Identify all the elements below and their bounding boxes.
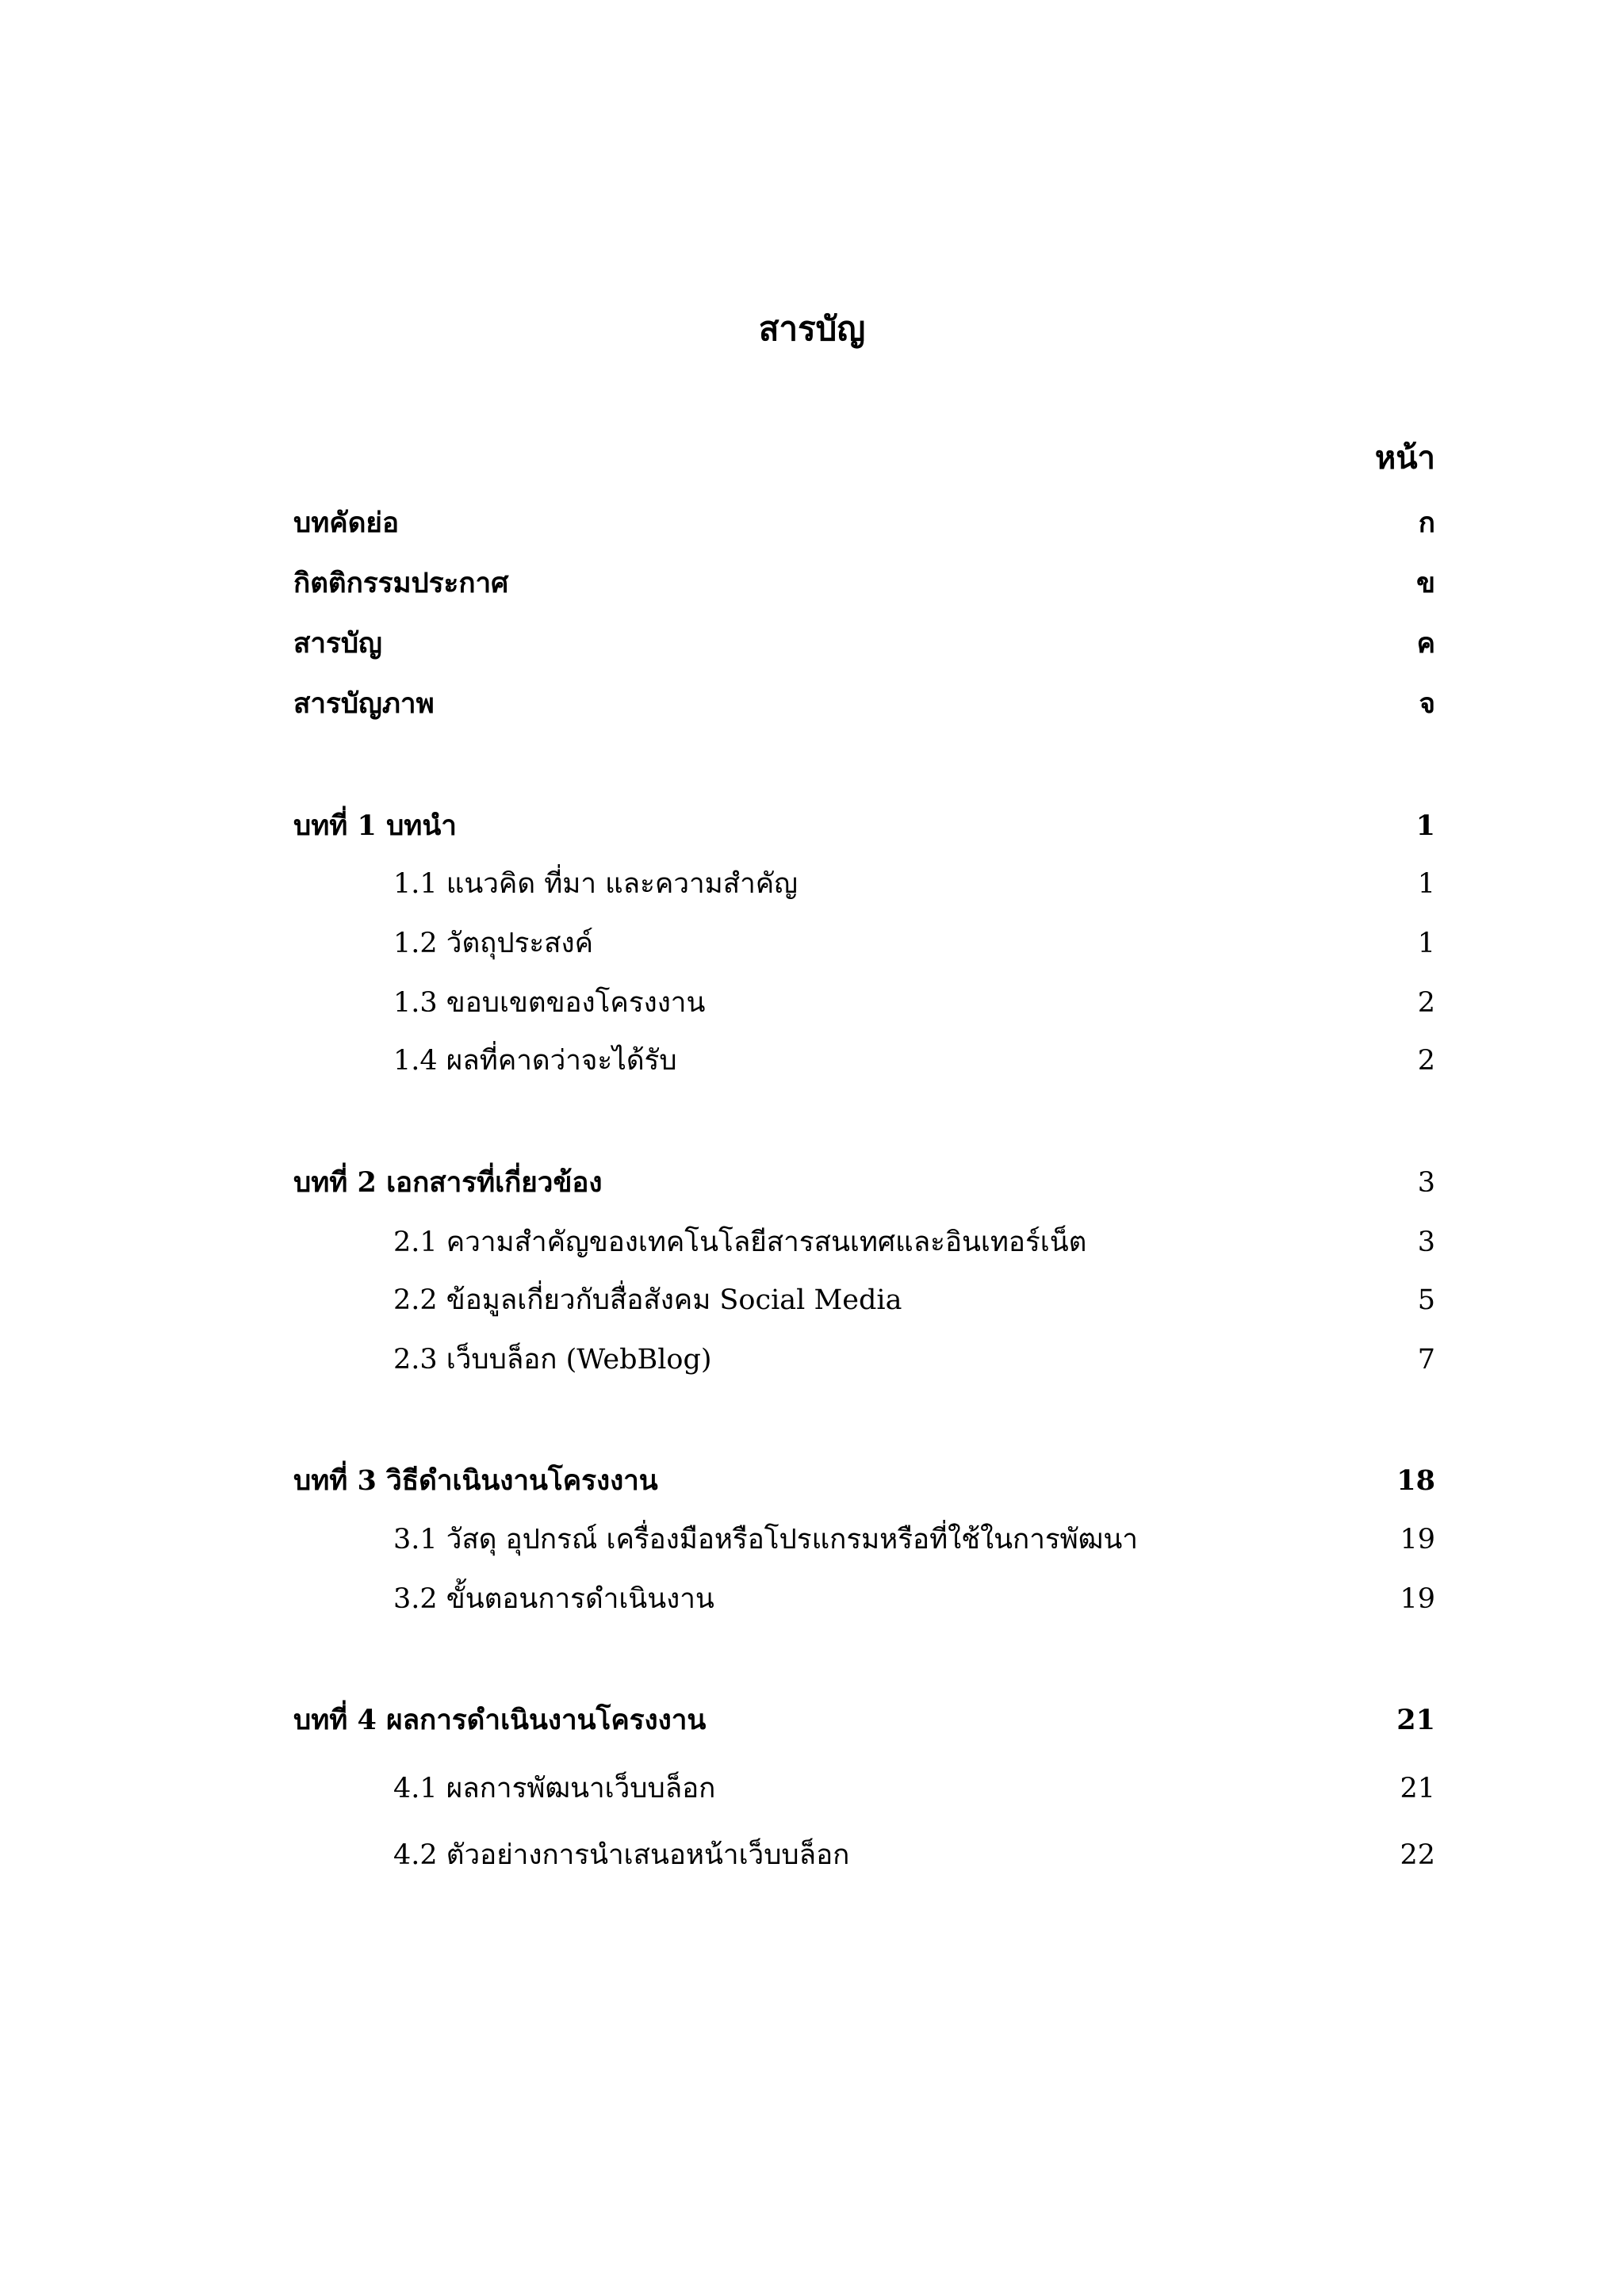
toc-entry-label: บทที่ 4 ผลการดำเนินงานโครงงาน	[293, 1704, 707, 1736]
toc-subentry	[293, 1276, 1435, 1324]
toc-entry-page: 18	[1396, 1464, 1435, 1497]
toc-subentry	[293, 1831, 1435, 1879]
toc-subentry	[293, 920, 1435, 967]
toc-entry-label: บทคัดย่อ	[293, 507, 399, 539]
toc-entry-page: ข	[1416, 567, 1435, 599]
toc-entry-label: 2.2 ข้อมูลเกี่ยวกับสื่อสังคม Social Media	[393, 1284, 902, 1316]
toc-entry-label: บทที่ 3 วิธีดำเนินงานโครงงาน	[293, 1464, 658, 1497]
toc-entry-label: 1.2 วัตถุประสงค์	[393, 928, 594, 959]
toc-entry-label: สารบัญ	[293, 627, 382, 660]
toc-entry	[293, 499, 1435, 547]
toc-entry-page: 2	[1417, 987, 1435, 1019]
toc-entry-label: 4.1 ผลการพัฒนาเว็บบล็อก	[393, 1773, 716, 1804]
toc-entry-label: บทที่ 2 เอกสารที่เกี่ยวข้อง	[293, 1166, 603, 1199]
toc-entry-label: 3.1 วัสดุ อุปกรณ์ เครื่องมือหรือโปรแกรมหรือที่ใช้ในการพัฒนา	[393, 1524, 1138, 1556]
toc-entry-page: 7	[1417, 1344, 1435, 1376]
toc-entry-page: 2	[1417, 1045, 1435, 1077]
toc-subentry	[293, 1219, 1435, 1266]
page-column-header: หน้า	[1374, 439, 1435, 476]
toc-entry-page: 5	[1417, 1284, 1435, 1316]
toc-entry-page: 1	[1415, 809, 1435, 842]
toc-subentry	[293, 979, 1435, 1027]
toc-entry-page: 1	[1417, 928, 1435, 959]
toc-entry-page: ค	[1416, 627, 1435, 660]
toc-entry	[293, 680, 1435, 728]
toc-entry	[293, 620, 1435, 668]
toc-entry-label: 3.2 ขั้นตอนการดำเนินงาน	[393, 1583, 714, 1615]
toc-entry-label: สารบัญภาพ	[293, 687, 435, 720]
toc-entry-page: 19	[1400, 1524, 1435, 1556]
toc-entry	[293, 802, 1435, 850]
toc-entry-label: บทที่ 1 บทนำ	[293, 809, 457, 842]
toc-entry-label: 4.2 ตัวอย่างการนำเสนอหน้าเว็บบล็อก	[393, 1839, 850, 1871]
toc-entry-page: 19	[1400, 1583, 1435, 1615]
toc-entry-label: 1.3 ขอบเขตของโครงงาน	[393, 987, 706, 1019]
toc-entry-page: 21	[1396, 1704, 1435, 1736]
toc-entry-label: 2.3 เว็บบล็อก (WebBlog)	[393, 1344, 712, 1376]
toc-subentry	[293, 860, 1435, 908]
toc-entry	[293, 1457, 1435, 1505]
toc-subentry	[293, 1765, 1435, 1812]
toc-entry-page: ก	[1418, 507, 1435, 539]
toc-entry-label: 1.1 แนวคิด ที่มา และความสำคัญ	[393, 868, 798, 900]
toc-entry-label: กิตติกรรมประกาศ	[293, 567, 509, 599]
toc-entry-label: 2.1 ความสำคัญของเทคโนโลยีสารสนเทศและอินเทอร์เน็ต	[393, 1226, 1087, 1258]
toc-entry-page: 3	[1417, 1226, 1435, 1258]
toc-entry-page: 3	[1417, 1167, 1435, 1199]
toc-entry-page: 22	[1400, 1839, 1435, 1871]
toc-entry-page: 1	[1417, 868, 1435, 900]
toc-entry	[293, 1159, 1435, 1207]
toc-subentry	[293, 1336, 1435, 1383]
toc-subentry	[293, 1516, 1435, 1563]
toc-entry-page: 21	[1400, 1773, 1435, 1804]
toc-entry	[293, 1697, 1435, 1744]
toc-entry-page: จ	[1419, 687, 1435, 720]
page-title: สารบัญ	[758, 309, 866, 348]
toc-subentry	[293, 1037, 1435, 1085]
toc-entry	[293, 560, 1435, 607]
toc-subentry	[293, 1575, 1435, 1623]
toc-entry-label: 1.4 ผลที่คาดว่าจะได้รับ	[393, 1045, 677, 1077]
